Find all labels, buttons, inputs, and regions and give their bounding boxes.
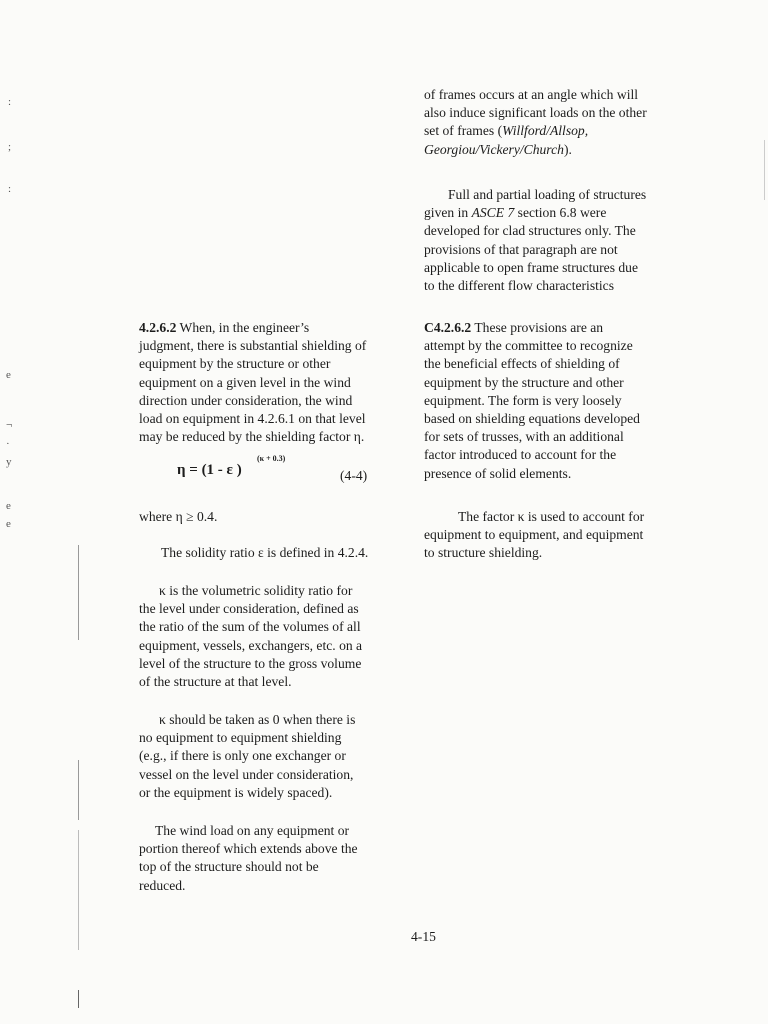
text-line: κ should be taken as 0 when there is (159, 712, 356, 727)
text-line: provisions of that paragraph are not (424, 241, 618, 257)
margin-mark: ; (8, 141, 12, 153)
commentary-number: C4.2.6.2 (424, 320, 472, 335)
margin-mark: e (6, 518, 11, 530)
text-line: level of the structure to the gross volume (139, 655, 362, 671)
text-line: Full and partial loading of structures (448, 187, 647, 202)
text-line: equipment to equipment, and equipment (424, 527, 644, 543)
text-line: The solidity ratio ε is defined in 4.2.4. (161, 545, 369, 560)
wind-load-rule (139, 822, 411, 895)
scan-artifact-line (764, 140, 765, 200)
text-segment: given in (424, 205, 472, 221)
page-number: 4-15 (411, 929, 436, 944)
text-segment: These provisions are an (471, 320, 604, 335)
where-clause (139, 508, 411, 526)
text-line: presence of solid elements. (424, 465, 572, 481)
text-line: reduced. (139, 877, 186, 893)
kappa-zero-rule (139, 711, 411, 802)
margin-mark: e (6, 500, 11, 512)
right-para-loading (424, 186, 724, 295)
text-segment: When, in the engineer’s (176, 320, 310, 335)
section-number: 4.2.6.2 (139, 320, 177, 335)
scan-artifact-line (78, 760, 79, 820)
right-para-frames (424, 86, 724, 159)
text-line: applicable to open frame structures due (424, 259, 639, 275)
standard-reference: ASCE 7 (471, 205, 515, 221)
text-line: factor introduced to account for the (424, 447, 617, 463)
text-line (424, 319, 724, 337)
text-line: portion thereof which extends above the (139, 841, 358, 857)
text-line: no equipment to equipment shielding (139, 730, 342, 746)
text-segment: set of frames ( (424, 123, 503, 139)
text-line: equipment on a given level in the wind (139, 374, 351, 390)
margin-mark: ¬ (6, 419, 13, 431)
scan-artifact-line (78, 990, 79, 1008)
margin-mark: : (8, 183, 12, 195)
commentary-c4-2-6-2 (424, 319, 724, 483)
text-segment: section 6.8 were (514, 205, 607, 221)
text-line: of frames occurs at an angle which will (424, 87, 639, 102)
text-line: equipment, vessels, exchangers, etc. on a (139, 637, 363, 653)
text-line: also induce significant loads on the other (424, 105, 647, 121)
text-line: judgment, there is substantial shielding of (139, 338, 367, 354)
text-line: attempt by the committee to recognize (424, 338, 633, 354)
text-line: load on equipment in 4.2.6.1 on that level (139, 411, 366, 427)
text-line: the beneficial effects of shielding of (424, 356, 620, 372)
text-line: The factor κ is used to account for (458, 509, 645, 524)
text-line (424, 204, 724, 222)
solidity-definition (139, 544, 411, 562)
text-line: top of the structure should not be (139, 859, 319, 875)
text-line: for sets of trusses, with an additional (424, 429, 624, 445)
text-line: κ is the volumetric solidity ratio for (159, 583, 353, 598)
section-4-2-6-2 (139, 319, 411, 446)
text-line: (e.g., if there is only one exchanger or (139, 748, 346, 764)
margin-mark: y (6, 456, 12, 468)
scan-artifact-line (78, 545, 79, 640)
formula-body: η = (1 - ε ) (177, 462, 242, 478)
text-line: where η ≥ 0.4. (139, 509, 218, 524)
citation: Georgiou/Vickery/Church (424, 141, 564, 157)
text-line (139, 319, 411, 337)
text-line: The wind load on any equipment or (155, 823, 350, 838)
text-line: or the equipment is widely spaced). (139, 784, 333, 800)
text-line: may be reduced by the shielding factor η. (139, 429, 365, 445)
text-line: of the structure at that level. (139, 674, 292, 690)
kappa-commentary (424, 508, 724, 563)
margin-mark: · (6, 438, 10, 450)
text-line: direction under consideration, the wind (139, 392, 353, 408)
text-line: based on shielding equations developed (424, 411, 640, 427)
text-line: to structure shielding. (424, 545, 543, 561)
text-line: to the different flow characteristics (424, 278, 614, 294)
text-line: developed for clad structures only. The (424, 223, 636, 239)
text-line: equipment. The form is very loosely (424, 392, 622, 408)
kappa-definition (139, 582, 411, 691)
formula-exponent: (κ + 0.3) (257, 454, 286, 463)
text-line: vessel on the level under consideration, (139, 766, 354, 782)
citation: Willford/Allsop, (502, 123, 589, 139)
margin-mark: : (8, 96, 12, 108)
text-line (424, 122, 724, 140)
text-line: the level under consideration, defined as (139, 601, 359, 617)
text-line: the ratio of the sum of the volumes of all (139, 619, 361, 635)
margin-mark: e (6, 369, 11, 381)
shielding-formula (177, 454, 286, 479)
text-line: equipment by the structure or other (139, 356, 331, 372)
text-segment: ). (563, 141, 572, 157)
equation-number: (4-4) (340, 468, 368, 483)
scan-artifact-line (78, 830, 79, 950)
text-line: equipment by the structure and other (424, 374, 624, 390)
text-line (424, 141, 724, 159)
